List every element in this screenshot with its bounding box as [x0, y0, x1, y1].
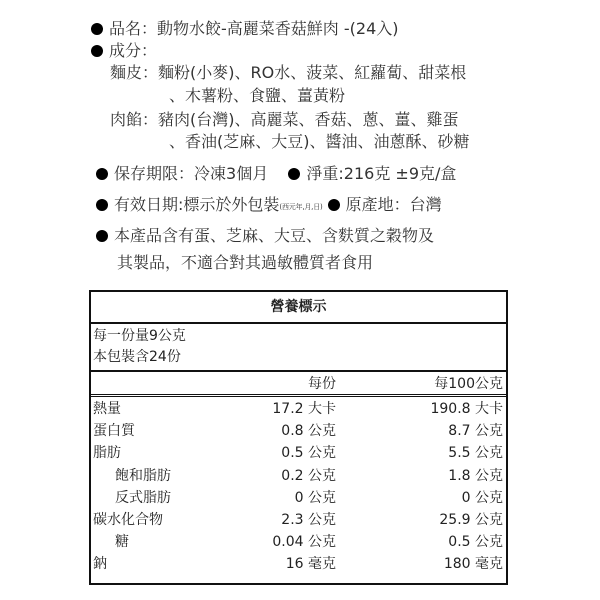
- per-serving-value: 0 公克: [294, 489, 336, 506]
- col-per-100g: 每100公克: [434, 376, 503, 392]
- per-serving-value: 0.8 公克: [281, 423, 336, 440]
- nutrition-row-sugar: [91, 531, 506, 553]
- per-serving-value: 16 毫克: [285, 556, 336, 573]
- servings-per-package: 本包裝含24份: [93, 349, 181, 365]
- nutrition-row-sodium: [91, 553, 506, 575]
- per-100g-value: 25.9 公克: [439, 511, 503, 528]
- allergen-warning-text-cont: 其製品，不適合對其過敏體質者食用: [117, 253, 374, 272]
- ingredients-line: [91, 41, 157, 61]
- product-name-line: [91, 19, 399, 39]
- bullet-icon: [91, 45, 103, 57]
- nutrition-row-fat: [91, 442, 506, 464]
- product-name-label: 品名：: [109, 19, 158, 38]
- bullet-icon: [96, 199, 108, 211]
- allergen-warning-text: 本產品含有蛋、芝麻、大豆、含麩質之穀物及: [114, 226, 435, 245]
- nutrient-name: 熱量: [93, 401, 121, 417]
- nutrient-name: 脂肪: [93, 445, 121, 462]
- nutrition-title: 營養標示: [91, 292, 506, 324]
- per-serving-value: 17.2 大卡: [272, 401, 336, 417]
- nutrition-row-carbohydrate: [91, 509, 506, 531]
- origin-value: 台灣: [409, 195, 442, 214]
- shelf-life-line: [96, 164, 456, 184]
- filling-ingredients-text: 豬肉(台灣)、高麗菜、香菇、蔥、薑、雞蛋: [158, 110, 459, 129]
- nutrient-name: 飽和脂肪: [115, 467, 171, 484]
- nutrition-row-protein: [91, 420, 506, 442]
- per-serving-value: 0.2 公克: [281, 467, 336, 484]
- nutrient-name: 碳水化合物: [93, 511, 163, 528]
- shelf-life-label: 保存期限：: [114, 164, 195, 183]
- per-serving-value: 0.04 公克: [272, 534, 336, 551]
- bullet-icon: [96, 168, 108, 180]
- per-100g-value: 190.8 大卡: [430, 401, 503, 417]
- per-100g-value: 0.5 公克: [448, 534, 503, 551]
- filling-ingredients-text-cont: 、香油(芝麻、大豆)、醬油、油蔥酥、砂糖: [169, 132, 470, 151]
- ingredients-label: 成分：: [109, 41, 158, 60]
- bullet-icon: [328, 199, 340, 211]
- per-serving-value: 0.5 公克: [281, 445, 336, 462]
- nutrient-name: 蛋白質: [93, 423, 135, 440]
- per-100g-value: 5.5 公克: [448, 445, 503, 462]
- net-weight-value: :216克 ±9克/盒: [338, 164, 457, 183]
- net-weight-label: 淨重: [306, 164, 339, 183]
- allergen-warning-line1: [96, 226, 434, 246]
- nutrition-row-trans-fat: [91, 487, 506, 509]
- filling-label: 肉餡：: [110, 110, 159, 129]
- per-100g-value: 180 毫克: [443, 556, 503, 573]
- per-100g-value: 1.8 公克: [448, 467, 503, 484]
- nutrient-name: 鈉: [93, 556, 107, 573]
- serving-info: [91, 324, 506, 372]
- nutrient-name: 反式脂肪: [115, 489, 171, 506]
- nutrition-table: [89, 290, 508, 585]
- column-headers: [91, 372, 506, 397]
- bullet-icon: [91, 23, 103, 35]
- expiry-date-format-note: (西元年,月,日): [279, 203, 323, 211]
- shelf-life-value: 冷凍3個月: [194, 164, 269, 183]
- wrapper-ingredients-text: 麵粉(小麥)、RO水、菠菜、紅蘿蔔、甜菜根: [158, 63, 467, 82]
- nutrition-row-saturated-fat: [91, 465, 506, 487]
- filling-ingredients-line2: [169, 132, 470, 152]
- serving-size: 每一份量9公克: [93, 328, 186, 344]
- allergen-warning-line2: [117, 253, 373, 273]
- expiry-value: :標示於外包裝: [178, 195, 280, 214]
- bullet-icon: [96, 230, 108, 242]
- col-per-serving: 每份: [308, 376, 336, 392]
- bullet-icon: [288, 168, 300, 180]
- filling-ingredients-line1: [110, 110, 459, 130]
- origin-label: 原產地：: [345, 195, 410, 214]
- nutrient-name: 糖: [115, 534, 129, 551]
- wrapper-label: 麵皮：: [110, 63, 159, 82]
- expiry-origin-line: [96, 195, 442, 217]
- wrapper-ingredients-text-cont: 、木薯粉、食鹽、薑黃粉: [169, 86, 346, 105]
- per-100g-value: 0 公克: [461, 489, 503, 506]
- product-name-value: 動物水餃-高麗菜香菇鮮肉 -(24入): [157, 19, 399, 38]
- per-serving-value: 2.3 公克: [281, 511, 336, 528]
- nutrition-rows: [91, 397, 506, 576]
- per-100g-value: 8.7 公克: [448, 423, 503, 440]
- expiry-label: 有效日期: [114, 195, 179, 214]
- wrapper-ingredients-line1: [110, 63, 466, 83]
- nutrition-row-calories: [91, 398, 506, 420]
- wrapper-ingredients-line2: [169, 86, 345, 106]
